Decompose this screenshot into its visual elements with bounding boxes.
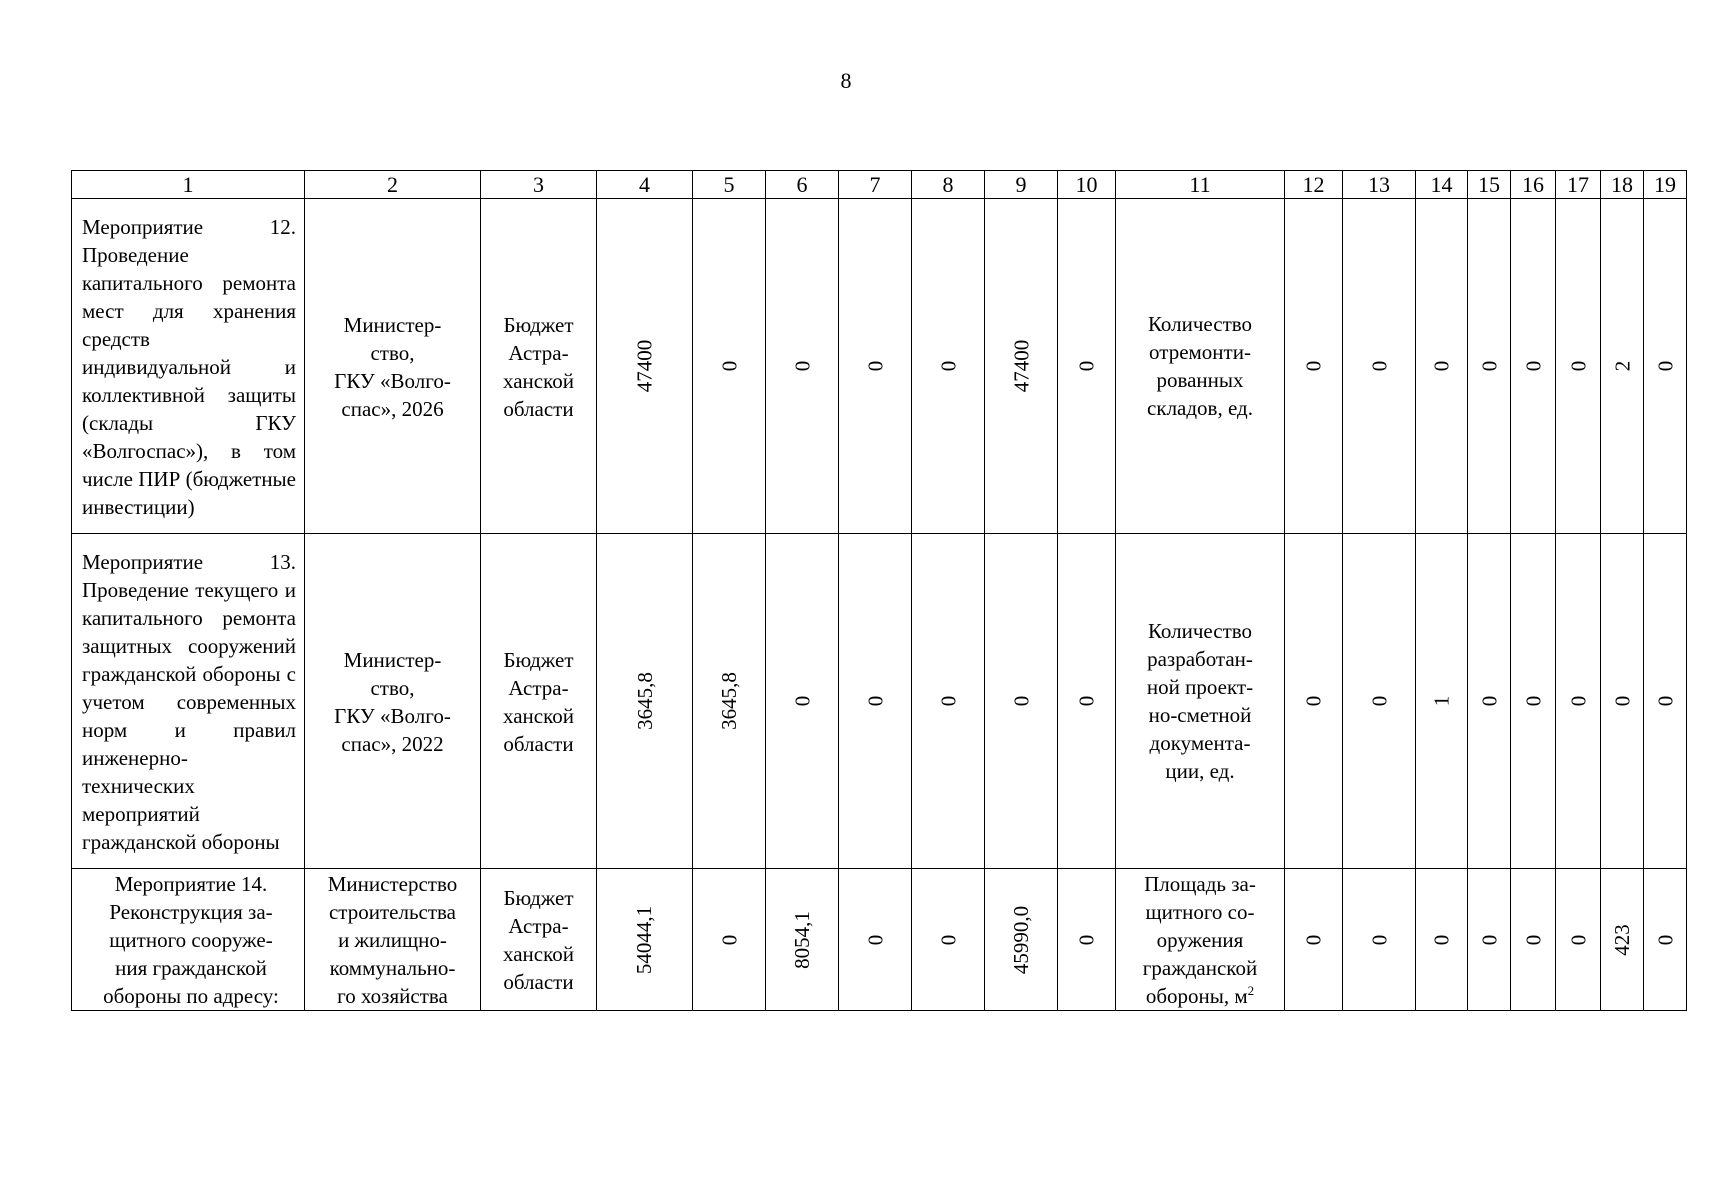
program-table (71, 170, 1687, 1011)
value-cell: 45990,0 (1009, 905, 1033, 974)
col-header: 6 (766, 171, 839, 199)
year-value-cell: 0 (1653, 934, 1677, 945)
indicator-cell (1116, 869, 1284, 1010)
value-cell: 54044,1 (632, 905, 657, 974)
col-header: 16 (1511, 171, 1556, 199)
year-value-cell: 0 (1566, 360, 1590, 372)
value-cell: 0 (863, 360, 887, 372)
year-value-cell: 0 (1301, 934, 1326, 945)
year-value-cell: 0 (1429, 360, 1454, 372)
col-header: 8 (912, 171, 985, 199)
year-value-cell: 0 (1301, 695, 1326, 707)
year-value-cell: 0 (1367, 360, 1391, 372)
year-value-cell: 0 (1429, 934, 1454, 945)
col-header: 5 (693, 171, 766, 199)
col-header: 7 (839, 171, 912, 199)
year-value-cell: 0 (1521, 360, 1545, 372)
value-cell: 0 (936, 934, 960, 945)
page-number: 8 (840, 68, 852, 93)
year-value-cell: 0 (1521, 695, 1545, 707)
value-cell: 0 (1074, 695, 1099, 707)
year-value-cell: 2 (1610, 360, 1634, 372)
col-header: 1 (72, 171, 305, 199)
value-cell: 0 (1074, 934, 1099, 945)
header-row (72, 171, 1687, 199)
value-cell: 0 (790, 695, 814, 707)
col-header: 17 (1556, 171, 1601, 199)
col-header: 2 (305, 171, 481, 199)
event-description: Мероприятие 12. Проведение капитального ремонта мест для хранения средств индивидуальной и коллективной защиты (склады ГКУ «Волгоспас»), в том числе ПИР (бюджетные инвестиции) (82, 214, 296, 519)
year-value-cell: 423 (1610, 923, 1634, 956)
value-cell: 0 (1009, 695, 1033, 707)
indicator-cell: Количество отремонти- рованных складов, ед. (1147, 312, 1253, 420)
executor-cell: Министерство строительства и жилищно- коммунально- го хозяйства (327, 872, 458, 1008)
indicator-cell: Количество разработан- ной проект- но-сметной документа- ции, ед. (1146, 619, 1254, 783)
value-cell: 47400 (632, 339, 657, 393)
event-description: Мероприятие 14. Реконструкция за- щитного сооруже- ния гражданской обороны по адресу: (103, 872, 279, 1008)
funding-source-cell: Бюджет Астра- ханской области (503, 647, 574, 756)
funding-source-cell: Бюджет Астра- ханской области (503, 312, 574, 421)
col-header: 19 (1644, 171, 1687, 199)
indicator-superscript: 2 (1247, 983, 1255, 998)
year-value-cell: 0 (1367, 695, 1391, 707)
value-cell: 0 (936, 695, 960, 707)
value-cell: 0 (717, 360, 741, 372)
value-cell: 0 (717, 934, 741, 945)
year-value-cell: 0 (1477, 695, 1501, 707)
value-cell: 0 (863, 695, 887, 707)
year-value-cell: 0 (1653, 360, 1677, 372)
col-header: 10 (1058, 171, 1116, 199)
year-value-cell: 0 (1610, 695, 1634, 707)
table-row (72, 534, 1687, 869)
value-cell: 0 (863, 934, 887, 945)
col-header: 15 (1468, 171, 1511, 199)
value-cell: 0 (790, 360, 814, 372)
value-cell: 47400 (1009, 339, 1033, 393)
year-value-cell: 0 (1566, 695, 1590, 707)
year-value-cell: 0 (1367, 934, 1391, 945)
funding-source-cell: Бюджет Астра- ханской области (503, 886, 574, 994)
year-value-cell: 0 (1477, 934, 1501, 945)
table-row (72, 869, 1687, 1011)
value-cell: 0 (1074, 360, 1099, 372)
value-cell: 3645,8 (632, 672, 657, 730)
year-value-cell: 0 (1521, 934, 1545, 945)
year-value-cell: 0 (1301, 360, 1326, 372)
col-header: 13 (1343, 171, 1416, 199)
col-header: 12 (1285, 171, 1343, 199)
value-cell: 3645,8 (717, 672, 741, 730)
year-value-cell: 0 (1477, 360, 1501, 372)
value-cell: 0 (936, 360, 960, 372)
value-cell: 8054,1 (790, 910, 814, 969)
col-header: 11 (1116, 171, 1285, 199)
year-value-cell: 0 (1566, 934, 1590, 945)
table-row (72, 199, 1687, 534)
indicator-text: Площадь за- щитного со- оружения гражданской обороны, м (1142, 872, 1258, 1008)
col-header: 4 (597, 171, 693, 199)
col-header: 14 (1416, 171, 1468, 199)
year-value-cell: 1 (1429, 695, 1454, 707)
year-value-cell: 0 (1653, 695, 1677, 707)
col-header: 3 (481, 171, 597, 199)
col-header: 18 (1601, 171, 1644, 199)
executor-cell: Министер- ство, ГКУ «Волго- спас», 2026 (334, 312, 451, 421)
executor-cell: Министер- ство, ГКУ «Волго- спас», 2022 (334, 647, 451, 756)
event-description: Мероприятие 13. Проведение текущего и капитального ремонта защитных сооружений гражданской обороны с учетом современных норм и правил инженерно-технических мероприятий гражданской обороны (82, 549, 296, 854)
col-header: 9 (985, 171, 1058, 199)
